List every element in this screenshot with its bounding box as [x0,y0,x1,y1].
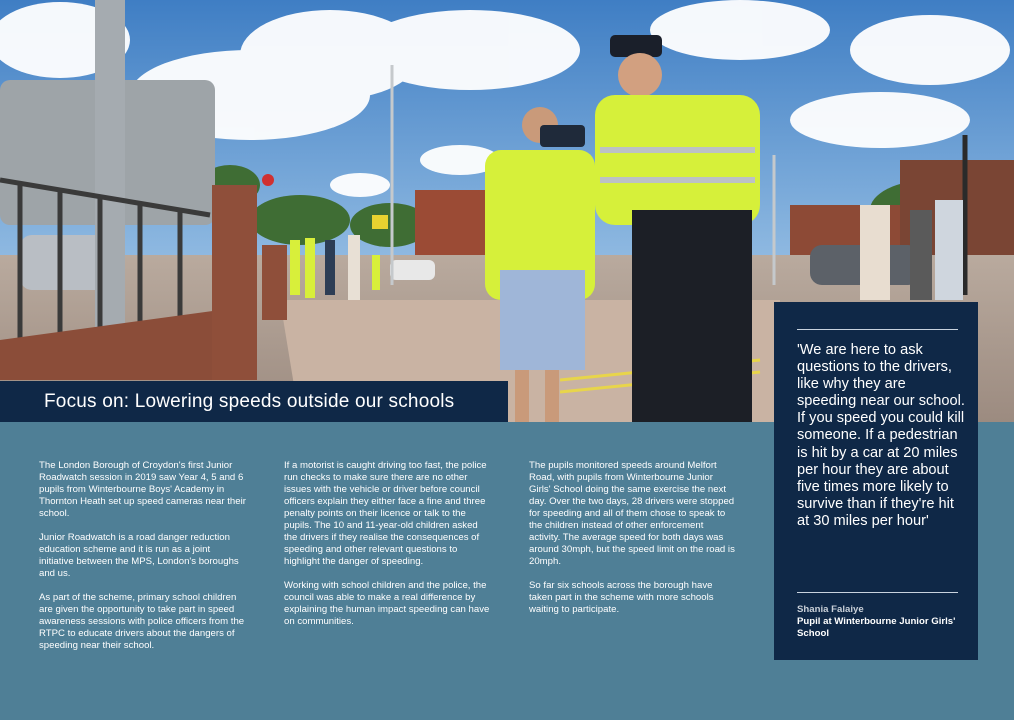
paragraph: So far six schools across the borough have taken part in the scheme with more schools waiting to participate. [529,580,714,615]
section-title-bar [0,381,508,422]
brick-pillar [262,245,287,320]
paragraph: If a motorist is caught driving too fast, the police run checks to make sure there are no other issues with the vehicle or driver before council officers explain they either face a fine and three penalty points on their licence or talk to the pupils. The 10 and 11-year-old children asked the drivers if they realise the consequences of speeding and other relevant questions to highlight the danger of speeding. [284,460,487,567]
paragraph: Working with school children and the police, the council was able to make a real difference by explaining the human impact speeding can have on communities. [284,580,490,627]
quote-attribution-role: Pupil at Winterbourne Junior Girls' School [797,616,956,639]
text-column [284,460,491,640]
paragraph: The London Borough of Croydon's first Junior Roadwatch session in 2019 saw Year 4, 5 and 6 pupils from Winterbourne Boys' Academy in Thornton Heath set up speed cameras near their school. [39,460,246,519]
car [390,260,435,280]
text-column [39,460,246,664]
divider [797,592,958,593]
brick-building [415,190,490,255]
pull-quote-box [774,302,978,660]
divider [797,329,958,330]
page-title: Focus on: Lowering speeds outside our schools [44,390,455,412]
quote-attribution-name: Shania Falaiye [797,604,864,615]
brick-pillar [212,185,257,380]
paragraph: As part of the scheme, primary school children are given the opportunity to take part in speed awareness sessions with police officers from the RTPC to educate drivers about the dangers of speeding near their school. [39,592,245,651]
paragraph: The pupils monitored speeds around Melfort Road, with pupils from Winterbourne Junior Girls' School doing the same exercise the next day. Over the two days, 28 drivers were stopped for speeding and all of them chose to speak to the children instead of other enforcement activity. The average speed for both days was around 30mph, but the speed limit on the road is 20mph. [529,460,735,567]
school-sign [372,215,388,229]
text-column [529,460,736,628]
paragraph: Junior Roadwatch is a road danger reduction education scheme and it is run as a joint initiative between the MPS, London's boroughs and us. [39,532,239,579]
no-entry-sign-icon [262,174,274,186]
quote-text: 'We are here to ask questions to the drivers, like why they are speeding near our school. If you speed you could kill someone. If a pedestrian is hit by a car at 20 miles per hour they are about five times more likely to survive than if they're hit at 30 miles per hour' [797,342,965,529]
speed-camera-icon [540,125,585,147]
